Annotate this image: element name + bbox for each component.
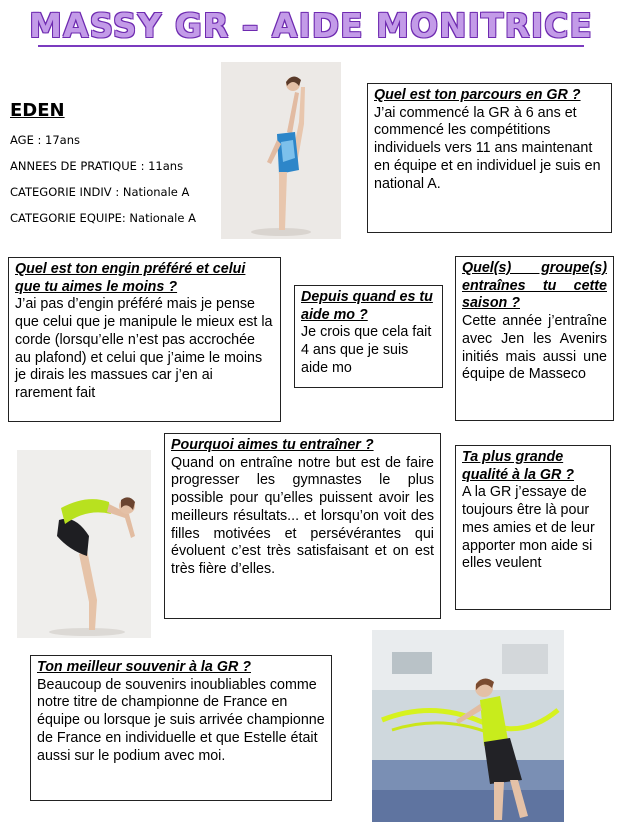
cat-indiv-label: CATEGORIE INDIV : <box>10 185 123 199</box>
cat-indiv-value: Nationale A <box>122 185 190 199</box>
photo-gymnast-backbend <box>17 450 151 638</box>
question-engin: Quel est ton engin préféré et celui que tu aimes le moins ? <box>15 261 246 295</box>
answer-parcours: J’ai commencé la GR à 6 ans et commencé les compétitions individuels vers 11 ans maintenant en équipe et en individuel je suis en national A. <box>374 104 601 192</box>
profile-name: EDEN <box>10 100 65 121</box>
question-box-qualite <box>455 445 611 610</box>
photo-gymnast-ribbon <box>372 630 564 822</box>
age-label: AGE : <box>10 133 46 147</box>
profile-age <box>10 133 225 147</box>
question-box-parcours <box>367 83 612 233</box>
cat-equipe-label: CATEGORIE EQUIPE: <box>10 211 130 225</box>
profile-panel <box>10 100 225 237</box>
years-value: 11ans <box>148 159 184 173</box>
answer-pourquoi: Quand on entraîne notre but est de faire progresser les gymnastes le plus possible pour qu’elles puissent avoir les meilleurs résultats... et lorsqu’on voit des filles motivées et persévérantes qui évoluent c’est très satisfaisant et on est très fière d’elles. <box>171 454 434 578</box>
question-box-souvenir <box>30 655 332 801</box>
page-title: MASSY GR – AIDE MONITRICE <box>29 6 593 45</box>
question-box-engin <box>8 257 281 422</box>
answer-engin: J’ai pas d’engin préféré mais je pense que celui que je manipule le mieux est la corde (lorsqu’elle n’est pas accrochée au plafond) et celui que j’aime le moins je dirais les massues car j’en ai rarement fait <box>15 296 273 402</box>
question-parcours: Quel est ton parcours en GR ? <box>374 87 581 103</box>
profile-category-indiv <box>10 185 225 199</box>
years-label: ANNEES DE PRATIQUE : <box>10 159 149 173</box>
profile-category-equipe <box>10 211 225 225</box>
answer-depuis: Je crois que cela fait 4 ans que je suis aide mo <box>301 324 432 376</box>
question-box-groupes <box>455 256 614 421</box>
question-souvenir: Ton meilleur souvenir à la GR ? <box>37 659 251 675</box>
question-groupes: Quel(s) groupe(s) entraînes tu cette saison ? <box>462 260 607 312</box>
profile-years <box>10 159 225 173</box>
answer-groupes: Cette année j’entraîne avec Jen les Avenirs initiés mais aussi une équipe de Masseco <box>462 313 607 383</box>
question-box-depuis <box>294 285 443 388</box>
question-depuis: Depuis quand es tu aide mo ? <box>301 289 433 323</box>
answer-souvenir: Beaucoup de souvenirs inoubliables comme notre titre de championne de France en équipe ou lorsque je suis arrivée championne de France en individuelle et que Estelle était aussi sur le podium avec moi. <box>37 676 325 764</box>
cat-equipe-value: Nationale A <box>129 211 196 225</box>
question-pourquoi: Pourquoi aimes tu entraîner ? <box>171 437 374 453</box>
answer-qualite: A la GR j’essaye de toujours être là pour mes amies et de leur apporter mon aide si elles veulent <box>462 484 595 572</box>
question-box-pourquoi <box>164 433 441 619</box>
question-qualite: Ta plus grande qualité à la GR ? <box>462 449 575 483</box>
photo-gymnast-leg-raised <box>221 62 341 239</box>
age-value: 17ans <box>45 133 80 147</box>
title-underline <box>38 45 584 47</box>
